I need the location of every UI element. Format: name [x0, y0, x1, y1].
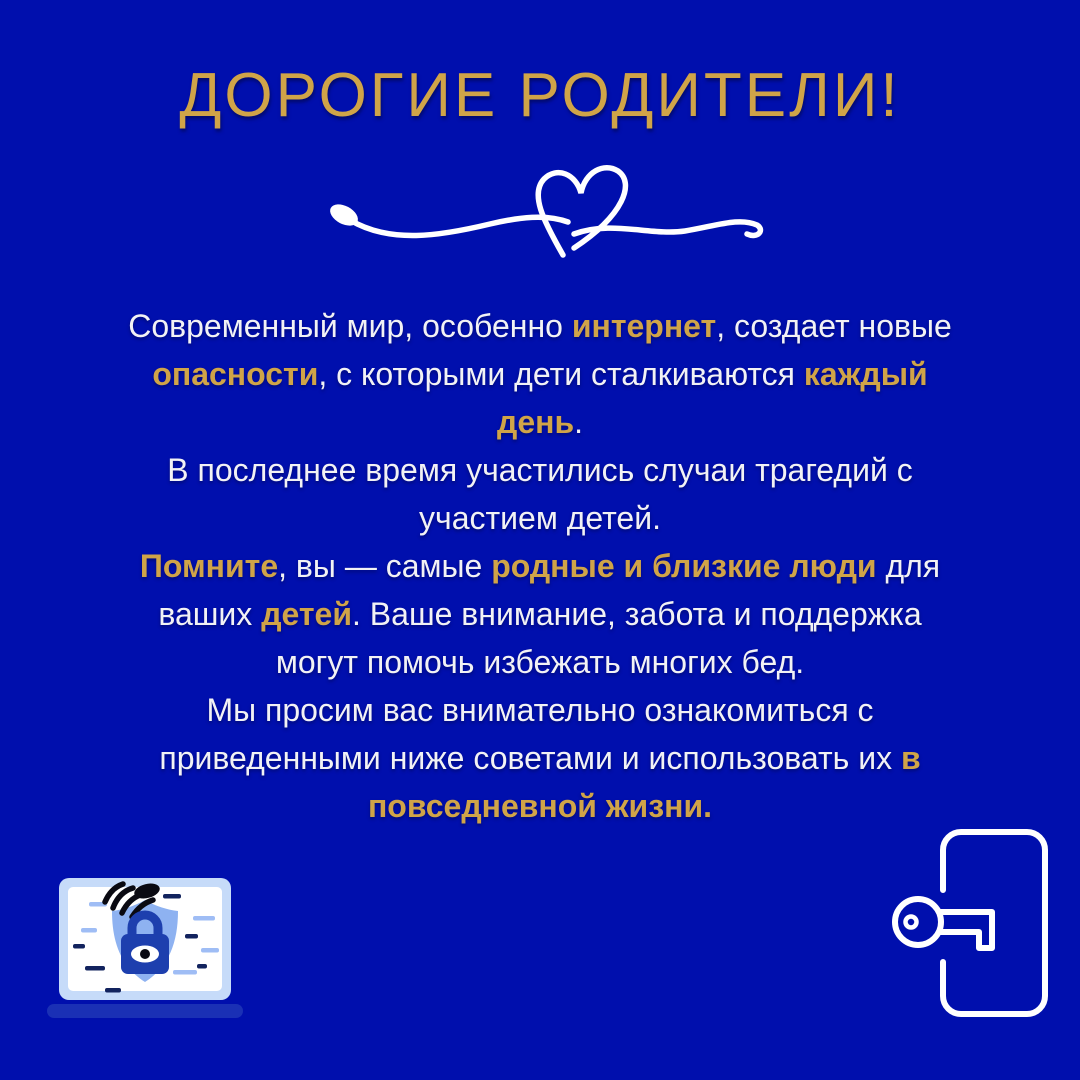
- highlighted-text: родные и близкие люди: [491, 548, 877, 584]
- plain-text: В последнее время участились случаи трагедий с: [167, 452, 913, 488]
- body-line: [90, 302, 990, 350]
- plain-text: , создает новые: [716, 308, 952, 344]
- highlighted-text: детей: [261, 596, 353, 632]
- highlighted-text: день: [497, 404, 575, 440]
- body-line: [90, 686, 990, 734]
- plain-text: Современный мир, особенно: [128, 308, 572, 344]
- body-line: [90, 350, 990, 398]
- plain-text: . Ваше внимание, забота и поддержка: [352, 596, 922, 632]
- plain-text: , вы — самые: [278, 548, 492, 584]
- plain-text: могут помочь избежать многих бед.: [275, 644, 805, 680]
- plain-text: , с которыми дети сталкиваются: [318, 356, 804, 392]
- highlighted-text: повседневной жизни.: [367, 788, 713, 824]
- highlighted-text: в: [900, 740, 921, 776]
- plain-text: участием детей.: [419, 500, 661, 536]
- body-line: [90, 446, 990, 494]
- plain-text: ваших: [158, 596, 262, 632]
- body-line: [90, 638, 990, 686]
- laptop-security-icon: [45, 872, 245, 1022]
- door-key-outline-icon: [880, 822, 1060, 1022]
- plain-text: для: [876, 548, 941, 584]
- heart-flourish-divider: [320, 158, 780, 268]
- body-line: [90, 542, 990, 590]
- body-line: [90, 398, 990, 446]
- body-line: [90, 590, 990, 638]
- door-key-icon: [880, 822, 1060, 1022]
- body-text: [90, 302, 990, 830]
- laptop-security-shield-lock-icon: [45, 872, 245, 1022]
- body-line: [90, 782, 990, 830]
- highlighted-text: опасности: [152, 356, 319, 392]
- page-title: ДОРОГИЕ РОДИТЕЛИ!: [179, 61, 901, 130]
- body-line: [90, 734, 990, 782]
- plain-text: Мы просим вас внимательно ознакомиться с: [206, 692, 874, 728]
- key-shaft: [940, 912, 992, 948]
- key-hole: [906, 917, 917, 928]
- body-line: [90, 494, 990, 542]
- plain-text: приведенными ниже советами и использовать их: [159, 740, 901, 776]
- highlighted-text: интернет: [571, 308, 717, 344]
- heart-flourish-icon: [320, 158, 780, 268]
- highlighted-text: каждый: [803, 356, 928, 392]
- highlighted-text: Помните: [139, 548, 279, 584]
- plain-text: .: [574, 404, 583, 440]
